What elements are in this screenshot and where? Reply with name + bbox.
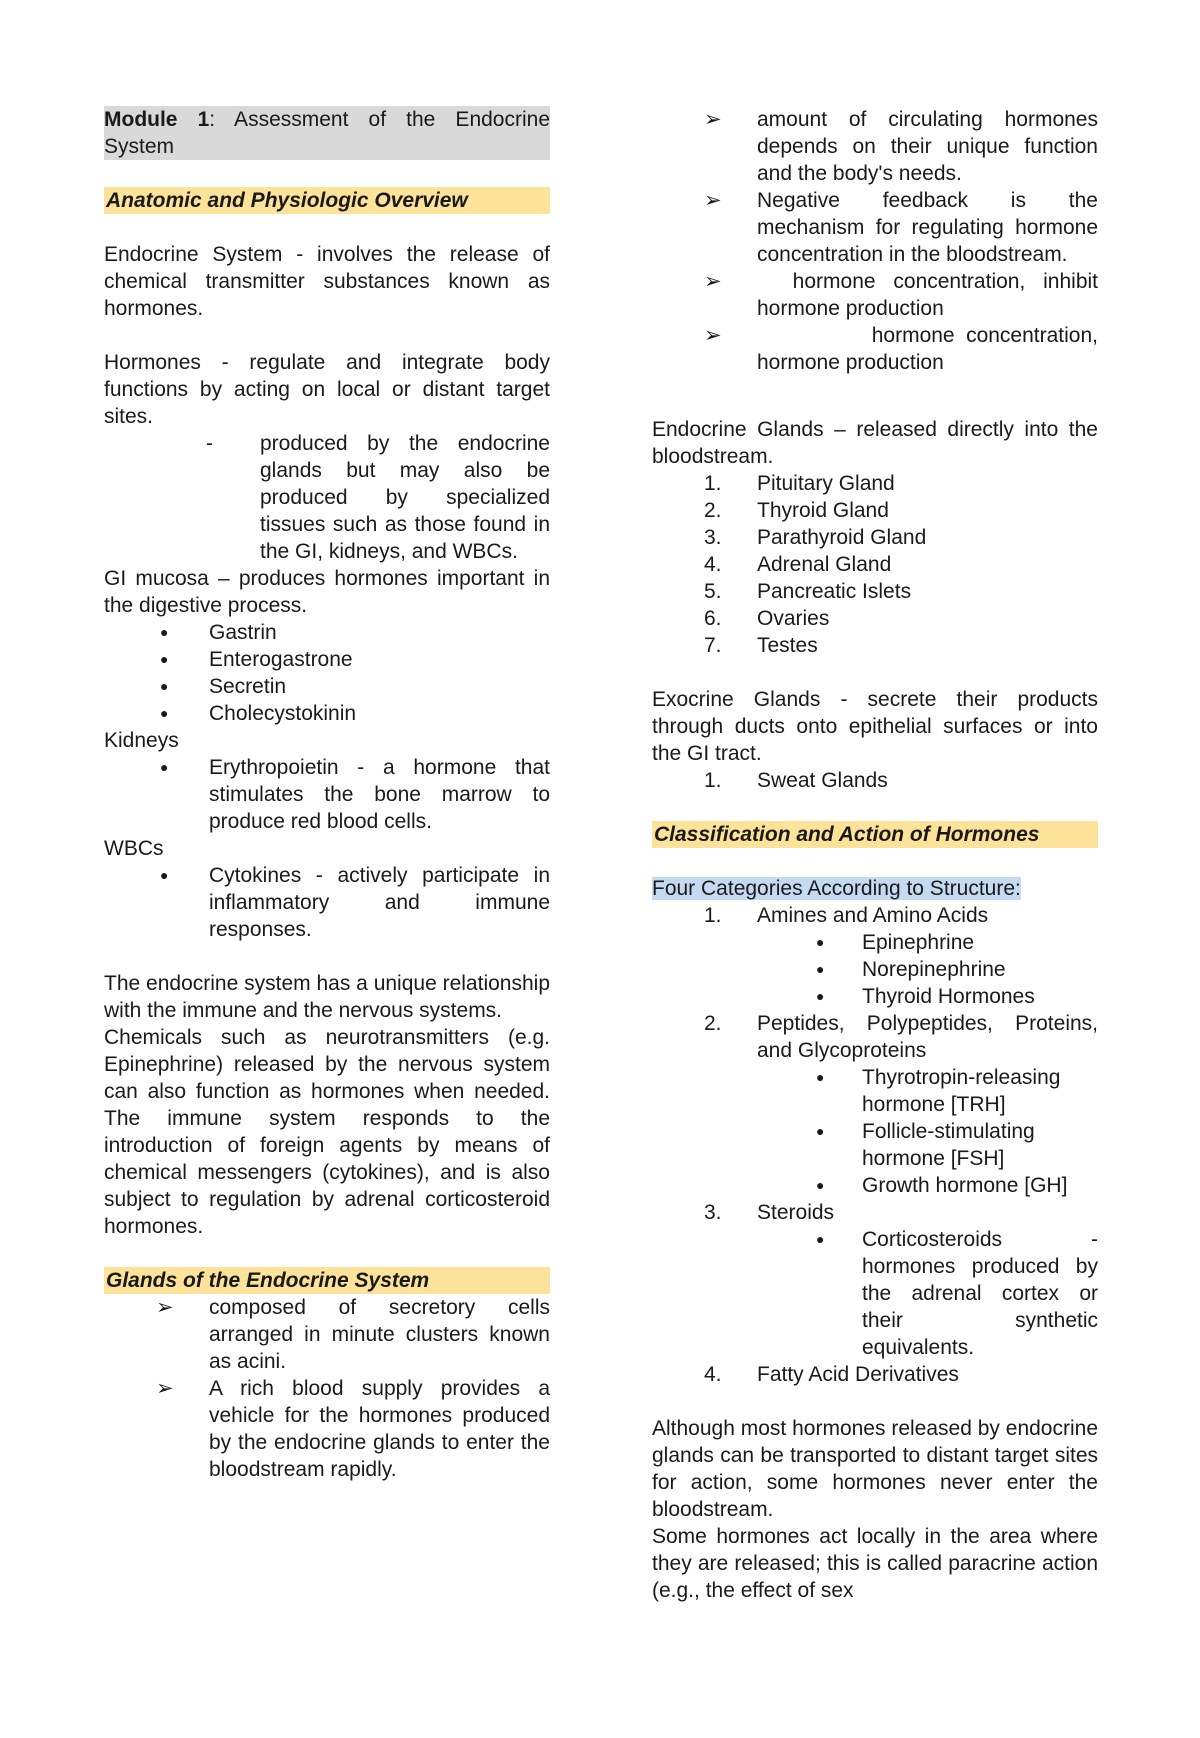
list-item: 1. Sweat Glands [704, 769, 888, 792]
list-item: ● Thyrotropin-releasing hormone [TRH] [816, 1066, 1061, 1116]
list-item: 4. Fatty Acid Derivatives [704, 1363, 959, 1386]
arrow-bullet-icon: ➢ [156, 1296, 174, 1319]
although-paragraph: Although most hormones released by endocrine glands can be transported to distant target sites for action, some hormones never enter the bloodstream. [652, 1417, 1098, 1521]
wbcs-label: WBCs [104, 837, 164, 860]
list-item: ● Erythropoietin - a hormone that stimulates the bone marrow to produce red blood cells. [160, 756, 550, 833]
list-number: 4. [704, 553, 722, 576]
list-item: ➢ hormone concentration, hormone production [704, 324, 1104, 374]
list-number: 7. [704, 634, 722, 657]
arrow-bullet-icon: ➢ [704, 324, 722, 347]
list-item: 5. Pancreatic Islets [704, 580, 912, 603]
gi-mucosa-paragraph: GI mucosa – produces hormones important in the digestive process. [104, 567, 550, 617]
list-number: 6. [704, 607, 722, 630]
module-title-text: : Assessment of the Endocrine System [104, 108, 550, 158]
list-item: ● Cholecystokinin [160, 702, 357, 725]
list-item: ➢ hormone concentration, inhibit hormone production [704, 270, 1104, 320]
bullet-icon: ● [160, 759, 169, 775]
list-item: ● Thyroid Hormones [816, 985, 1035, 1008]
list-number: 5. [704, 580, 722, 603]
list-item: ● Gastrin [160, 621, 277, 644]
list-item: 1. Amines and Amino Acids [704, 904, 989, 927]
bullet-icon: ● [816, 988, 825, 1004]
list-item: ● Cytokines - actively participate in inflammatory and immune responses. [160, 864, 550, 941]
exocrine-glands-paragraph: Exocrine Glands - secrete their products through ducts onto epithelial surfaces or into the GI tract. [652, 688, 1098, 765]
list-item: 7. Testes [704, 634, 818, 657]
wbc-list [104, 862, 550, 943]
relationship-paragraph: The endocrine system has a unique relationship with the immune and the nervous systems. [104, 972, 550, 1022]
list-item: ● Epinephrine [816, 931, 975, 954]
right-column [652, 106, 1104, 1604]
left-column [104, 106, 550, 1483]
list-item: 3. Parathyroid Gland [704, 526, 927, 549]
section-heading-classification: Classification and Action of Hormones [652, 821, 1098, 848]
section-heading-overview: Anatomic and Physiologic Overview [104, 187, 550, 214]
bullet-icon: ● [816, 1231, 825, 1247]
arrow-bullet-icon: ➢ [704, 189, 722, 212]
list-item: ● Secretin [160, 675, 287, 698]
list-number: 2. [704, 1012, 722, 1035]
list-number: 3. [704, 1201, 722, 1224]
bullet-icon: ● [160, 705, 169, 721]
bullet-icon: ● [160, 624, 169, 640]
list-number: 1. [704, 904, 722, 927]
four-categories-label: Four Categories According to Structure: [652, 877, 1021, 900]
list-number: 1. [704, 472, 722, 495]
list-number: 3. [704, 526, 722, 549]
feedback-arrow-list [652, 106, 1104, 376]
list-item: ● Enterogastrone [160, 648, 353, 671]
endocrine-definition: Endocrine System - involves the release of chemical transmitter substances known as hormones. [104, 243, 550, 320]
endocrine-glands-paragraph: Endocrine Glands – released directly into the bloodstream. [652, 418, 1098, 468]
module-title [104, 106, 550, 160]
bullet-icon: ● [816, 1177, 825, 1193]
list-item-text: produced by the endocrine glands but may also be produced by specialized tissues such as those found in the GI, kidneys, and WBCs. [260, 432, 550, 563]
list-item: ➢ amount of circulating hormones depends on their unique function and the body's needs. [704, 108, 1098, 185]
list-item: 1. Pituitary Gland [704, 472, 895, 495]
gi-hormone-list [104, 619, 550, 727]
chemicals-paragraph: Chemicals such as neurotransmitters (e.g. Epinephrine) released by the nervous system can also function as hormones when needed. The immune system responds to the introduction of foreign agents by means of chemical messengers (cytokines), and is also subject to regulation by adrenal corticosteroid hormones. [104, 1026, 550, 1238]
kidney-list [104, 754, 550, 835]
exocrine-gland-list [652, 767, 1098, 794]
list-item: 4. Adrenal Gland [704, 553, 892, 576]
dash-marker: - [206, 432, 213, 455]
list-item: ● Corticosteroids - hormones produced by the adrenal cortex or their synthetic equivalents. [816, 1228, 1098, 1359]
list-item: ● Norepinephrine [816, 958, 1006, 981]
list-item: 2. Thyroid Gland [704, 499, 889, 522]
list-item: 6. Ovaries [704, 607, 830, 630]
glands-arrow-list [104, 1294, 550, 1483]
hormones-definition: Hormones - regulate and integrate body functions by acting on local or distant target sites. [104, 351, 550, 428]
bullet-icon: ● [816, 934, 825, 950]
kidneys-label: Kidneys [104, 729, 179, 752]
bullet-icon: ● [816, 961, 825, 977]
module-label: Module 1 [104, 108, 210, 131]
list-item: ➢ Negative feedback is the mechanism for regulating hormone concentration in the bloodstream. [704, 189, 1098, 266]
list-item: ● Follicle-stimulating hormone [FSH] [816, 1120, 1035, 1170]
hormone-category-list [652, 902, 1098, 1388]
bullet-icon: ● [160, 678, 169, 694]
arrow-bullet-icon: ➢ [156, 1377, 174, 1400]
list-number: 2. [704, 499, 722, 522]
list-item: ● Growth hormone [GH] [816, 1174, 1068, 1197]
dash-list-item [104, 430, 550, 565]
list-item: 3. Steroids [704, 1201, 835, 1224]
list-number: 4. [704, 1363, 722, 1386]
arrow-bullet-icon: ➢ [704, 108, 722, 131]
arrow-bullet-icon: ➢ [704, 270, 722, 293]
section-heading-glands: Glands of the Endocrine System [104, 1267, 550, 1294]
paracrine-paragraph: Some hormones act locally in the area where they are released; this is called paracrine action (e.g., the effect of sex [652, 1525, 1098, 1602]
list-item: ➢ A rich blood supply provides a vehicle for the hormones produced by the endocrine glands to enter the bloodstream rapidly. [156, 1377, 550, 1481]
bullet-icon: ● [160, 867, 169, 883]
bullet-icon: ● [160, 651, 169, 667]
bullet-icon: ● [816, 1123, 825, 1139]
list-item: ➢ composed of secretory cells arranged in minute clusters known as acini. [156, 1296, 550, 1373]
bullet-icon: ● [816, 1069, 825, 1085]
list-number: 1. [704, 769, 722, 792]
endocrine-gland-list [652, 470, 1098, 659]
list-item: 2. Peptides, Polypeptides, Proteins, and Glycoproteins [704, 1012, 1098, 1062]
